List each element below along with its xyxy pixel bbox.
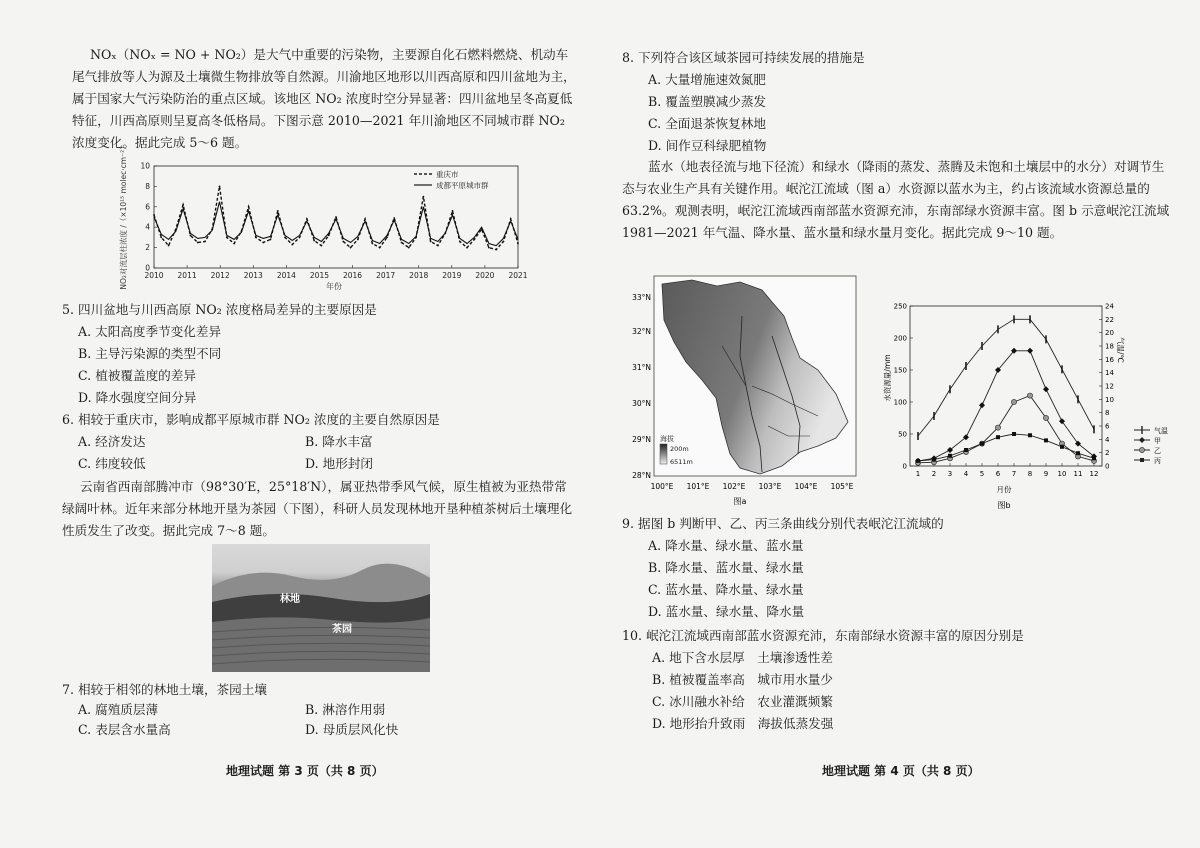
q5-option-b: B. 主导污染源的类型不同 [78,346,222,361]
chart2-rtick-label: 16 [1105,355,1114,364]
chart1-xtick-label: 2013 [243,271,263,280]
chart1-point [190,234,192,236]
chart2-bing-marker [948,454,952,458]
chart2-axes [894,303,1115,479]
map-caption: 图a [733,497,747,506]
chart1-point [357,239,359,241]
chart2-legend [1134,426,1168,465]
chart1-point [306,218,308,220]
q8-option-d: D. 间作豆科绿肥植物 [648,138,767,153]
q9-option-d: D. 蓝水量、绿水量、降水量 [648,604,805,619]
chart1-series [153,186,519,251]
q9-option-a: A. 降水量、绿水量、蓝水量 [648,538,804,553]
chart2-bing-marker [1076,451,1080,455]
chart1-ytick-label: 4 [145,222,150,232]
monthly-water-chart [880,290,1180,514]
chart2-rtick-label: 0 [1105,462,1110,471]
chart2-ltick-label: 250 [893,302,907,311]
map-lon-5: 105°E [830,482,854,491]
q10-option-d: D. 地形抬升致雨 海拔低蒸发强 [652,716,834,731]
chart2-bing-marker [980,442,984,446]
q8-option-b: B. 覆盖塑膜减少蒸发 [648,94,767,109]
chart2-yi-marker [995,425,1000,430]
chart1-point [335,216,337,218]
chart1-point [248,206,250,208]
chart1-point [372,243,374,245]
q7-option-c: C. 表层含水量高 [78,722,171,737]
chart1-xtick-label: 2011 [177,271,197,280]
photo-label-forest: 林地 [280,594,300,605]
chart1-ytick-label: 10 [140,161,150,171]
chart1-xtick-label: 2010 [144,271,164,280]
map-lat-2: 31°N [632,363,651,372]
chart1-xtick-label: 2018 [409,271,429,280]
q6-option-c: C. 纬度较低 [78,456,146,471]
intro-paragraph: NOₓ（NOₓ = NO + NO₂）是大气中重要的污染物，主要源自化石燃料燃烧、机动车尾气排放等人为源及土壤微生物排放等自然源。川渝地区地形以川西高原和四川盆地为主，属于国家大气污染防治的重点区域。该地区 NO₂ 浓度时空分异显著：四川盆地呈冬高夏低特征，川西高原则呈夏高冬低格局。下图示意 2010—2021 年川渝地区不同城市群 NO₂ 浓度变化。据此完成 5～6 题。 [72,47,576,150]
legend-jia: 甲 [1154,437,1161,445]
page-footer-left: 地理试题 第 3 页（共 8 页） [226,764,384,778]
chart1-point [350,247,352,249]
chart2-ltick-label: 50 [898,430,907,439]
chart2-xtick-label: 6 [995,470,1001,478]
chart2-ltick-label: 0 [902,462,907,471]
chart2-rtick-label: 20 [1105,329,1114,338]
q8-option-c: C. 全面退茶恢复林地 [648,116,766,131]
chart1-xlabel: 年份 [326,282,342,291]
chart2-ylabel-right: 气温/℃ [1116,337,1125,363]
chart2-xtick-label: 12 [1089,470,1099,478]
q5-option-d: D. 降水强度空间分异 [78,390,197,405]
chart1-point [277,210,279,212]
q5-stem: 5. 四川盆地与川西高原 NO₂ 浓度格局差异的主要原因是 [62,302,377,317]
chart1-point [270,239,272,241]
chart2-bing-marker [916,459,920,463]
chart1-point [430,241,432,243]
chart1-ytick-label: 6 [145,202,150,212]
chart1-point [437,245,439,247]
chart1-series-line-1 [154,202,518,246]
chart2-rtick-label: 24 [1105,302,1114,311]
chart1-point [233,243,235,245]
chart2-frame [910,306,1102,466]
q6-stem: 6. 相较于重庆市，影响成都平原城市群 NO₂ 浓度的主要自然原因是 [62,412,440,427]
legend-yi: 乙 [1154,447,1161,455]
tea-intro-paragraph: 云南省西南部腾冲市（98°30′E，25°18′N），属亚热带季风气候，原生植被为亚热带常绿阔叶林。近年来部分林地开垦为茶园（下图），科研人员发现林地开垦种植茶树后土壤理化性质发生了改变。据此完成 7～8 题。 [62,479,573,538]
map-lat-4: 29°N [632,435,651,444]
legend-chengdu: 成都平原城市群 [436,181,489,190]
chart2-ltick-label: 200 [893,334,907,343]
chart2-ltick-label: 150 [893,366,907,375]
q8-option-a: A. 大量增施速效氮肥 [648,72,766,87]
chart1-point [313,240,315,242]
tea-garden-photo [212,544,430,672]
chart1-xtick-label: 2021 [508,271,528,280]
chart1-point [204,241,206,243]
chart1-point [262,242,264,244]
chart2-bing-marker [1092,456,1096,460]
chart1-xtick-label: 2017 [376,271,396,280]
chart2-yi-marker [1027,393,1032,398]
chart1-xtick-label: 2019 [442,271,462,280]
chart1-point [408,247,410,249]
basin-map [622,276,872,510]
map-lon-3: 103°E [758,482,782,491]
chart1-xtick-label: 2012 [210,271,230,280]
chart1-point [473,239,475,241]
q7-stem: 7. 相较于相邻的林地土壤，茶园土壤 [62,682,267,697]
chart1-point [379,247,381,249]
map-lon-2: 102°E [722,482,746,491]
chart1-point [495,249,497,251]
map-lat-5: 28°N [632,471,651,480]
chart2-ylabel-left: 水资源量/mm [883,354,892,402]
chart2-xtick-label: 7 [1011,470,1017,478]
q10-option-a: A. 地下含水层厚 土壤渗透性差 [652,650,833,665]
chart2-ltick-label: 100 [893,398,907,407]
q10-option-b: B. 植被覆盖率高 城市用水量少 [652,672,833,687]
q10-option-c: C. 冰川融水补给 农业灌溉频繁 [652,694,833,709]
chart2-caption: 图b [997,501,1011,510]
q8-stem: 8. 下列符合该区域茶园可持续发展的措施是 [622,50,865,65]
q7-option-d: D. 母质层风化快 [305,722,399,737]
photo-scene [212,544,430,672]
chart2-jia-marker [1043,386,1049,392]
chart2-rtick-label: 2 [1105,449,1110,458]
chart1-legend [414,169,489,190]
chart1-point [503,241,505,243]
chart1-point [197,242,199,244]
chart2-rtick-label: 8 [1105,409,1110,418]
q6-option-b: B. 降水丰富 [305,434,373,449]
chart1-point [160,237,162,239]
no2-chart [114,142,528,292]
map-lon-1: 101°E [686,482,710,491]
chart2-xtick-label: 1 [915,470,921,478]
map-legend-title: 海拔 [660,435,674,443]
chart1-point [255,237,257,239]
map-lat-1: 32°N [632,327,651,336]
chart1-point [299,237,301,239]
chart2-rtick-label: 14 [1105,369,1114,378]
chart2-xtick-label: 3 [947,470,953,478]
chart2-rtick-label: 4 [1105,435,1110,444]
chart2-rtick-label: 10 [1105,395,1114,404]
q6-option-a: A. 经济发达 [78,434,146,449]
chart1-ytick-label: 0 [145,263,150,273]
chart2-series [915,315,1097,465]
chart1-xtick-label: 2016 [342,271,363,280]
chart1-point [219,186,221,188]
chart2-line-0 [918,319,1094,436]
chart1-ylabel: NO₂对流层柱浓度 /（×10¹⁵ molec·cm⁻²） [119,142,128,290]
chart1-ytick-label: 8 [145,181,150,191]
legend-chongqing: 重庆市 [436,170,459,179]
legend-bing: 丙 [1154,457,1161,465]
chart2-yi-marker [1043,415,1048,420]
chart2-bing-marker [1012,432,1016,436]
chart2-xtick-label: 8 [1027,470,1033,478]
chart1-point [321,245,323,247]
q7-option-b: B. 淋溶作用弱 [305,702,386,717]
chart2-bing-marker [996,435,1000,439]
chart1-point [488,247,490,249]
q7-option-a: A. 腐殖质层薄 [78,702,159,717]
q9-option-c: C. 蓝水量、降水量、绿水量 [648,582,804,597]
chart2-xtick-label: 11 [1073,470,1083,478]
chart1-xtick-label: 2015 [309,271,330,280]
chart1-point [182,204,184,206]
map-lon-4: 104°E [794,482,818,491]
chart1-xtick-label: 2020 [475,271,495,280]
chart1-point [226,237,228,239]
map-legend-high: 200m [670,445,689,453]
chart1-xtick-label: 2014 [276,271,296,280]
chart2-xtick-label: 5 [979,470,985,478]
chart1-point [393,217,395,219]
chart2-xtick-label: 9 [1043,470,1049,478]
chart2-bing-marker [1028,433,1032,437]
chart2-line-3 [918,434,1094,461]
q9-option-b: B. 降水量、蓝水量、绿水量 [648,560,804,575]
chart2-line-1 [918,351,1094,461]
chart1-point [452,210,454,212]
chart2-xlabel: 月份 [996,485,1012,494]
page-footer-right: 地理试题 第 4 页（共 8 页） [822,764,980,778]
chart2-jia-marker [1027,348,1033,354]
map-lon-0: 100°E [650,482,674,491]
chart2-bing-marker [1044,438,1048,442]
legend-temp: 气温 [1154,427,1168,435]
q6-option-d: D. 地形封闭 [305,456,374,471]
chart1-point [342,241,344,243]
q10-stem: 10. 岷沱江流域西南部蓝水资源充沛，东南部绿水资源丰富的原因分别是 [622,628,1024,643]
chart1-point [517,243,519,245]
water-intro-paragraph: 蓝水（地表径流与地下径流）和绿水（降雨的蒸发、蒸腾及未饱和土壤层中的水分）对调节生态与农业生产具有关键作用。岷沱江流域（图 a）水资源以蓝水为主，约占该流域水资源总量的 63.2%。观测表明，岷沱江流域西南部蓝水资源充沛，东南部绿水资源丰富。图 b 示意岷沱江流域 1981—2021 年气温、降水量、蓝水量和绿水量月变化。据此完成 9～10 题。 [622,159,1170,240]
chart2-rtick-label: 18 [1105,342,1114,351]
q5-option-a: A. 太阳高度季节变化差异 [78,324,222,339]
chart2-xtick-label: 4 [963,470,969,478]
chart1-point [459,241,461,243]
right-page [600,0,1200,848]
q9-stem: 9. 据图 b 判断甲、乙、丙三条曲线分别代表岷沱江流域的 [622,516,944,531]
chart1-point [422,196,424,198]
chart2-jia-marker [1059,418,1065,424]
chart2-xtick-label: 10 [1057,470,1067,478]
chart2-xtick-label: 2 [931,470,937,478]
map-legend-low: 6511m [670,458,693,466]
map-lat-0: 33°N [632,293,651,302]
chart1-point [466,247,468,249]
chart1-ytick-label: 2 [145,243,150,253]
photo-label-tea: 茶园 [332,624,352,635]
chart2-bing-marker [1060,445,1064,449]
chart1-point [401,242,403,244]
chart1-point [364,218,366,220]
chart2-bing-marker [964,448,968,452]
chart2-yi-marker [1011,399,1016,404]
chart2-rtick-label: 12 [1105,382,1114,391]
chart1-point [291,244,293,246]
chart2-bing-marker [932,458,936,462]
chart2-jia-marker [979,402,985,408]
chart2-rtick-label: 6 [1105,422,1110,431]
q5-option-c: C. 植被覆盖度的差异 [78,368,196,383]
chart1-point [153,214,155,216]
chart1-point [168,245,170,247]
map-lat-3: 30°N [632,399,651,408]
chart2-rtick-label: 22 [1105,315,1114,324]
chart1-point [284,237,286,239]
